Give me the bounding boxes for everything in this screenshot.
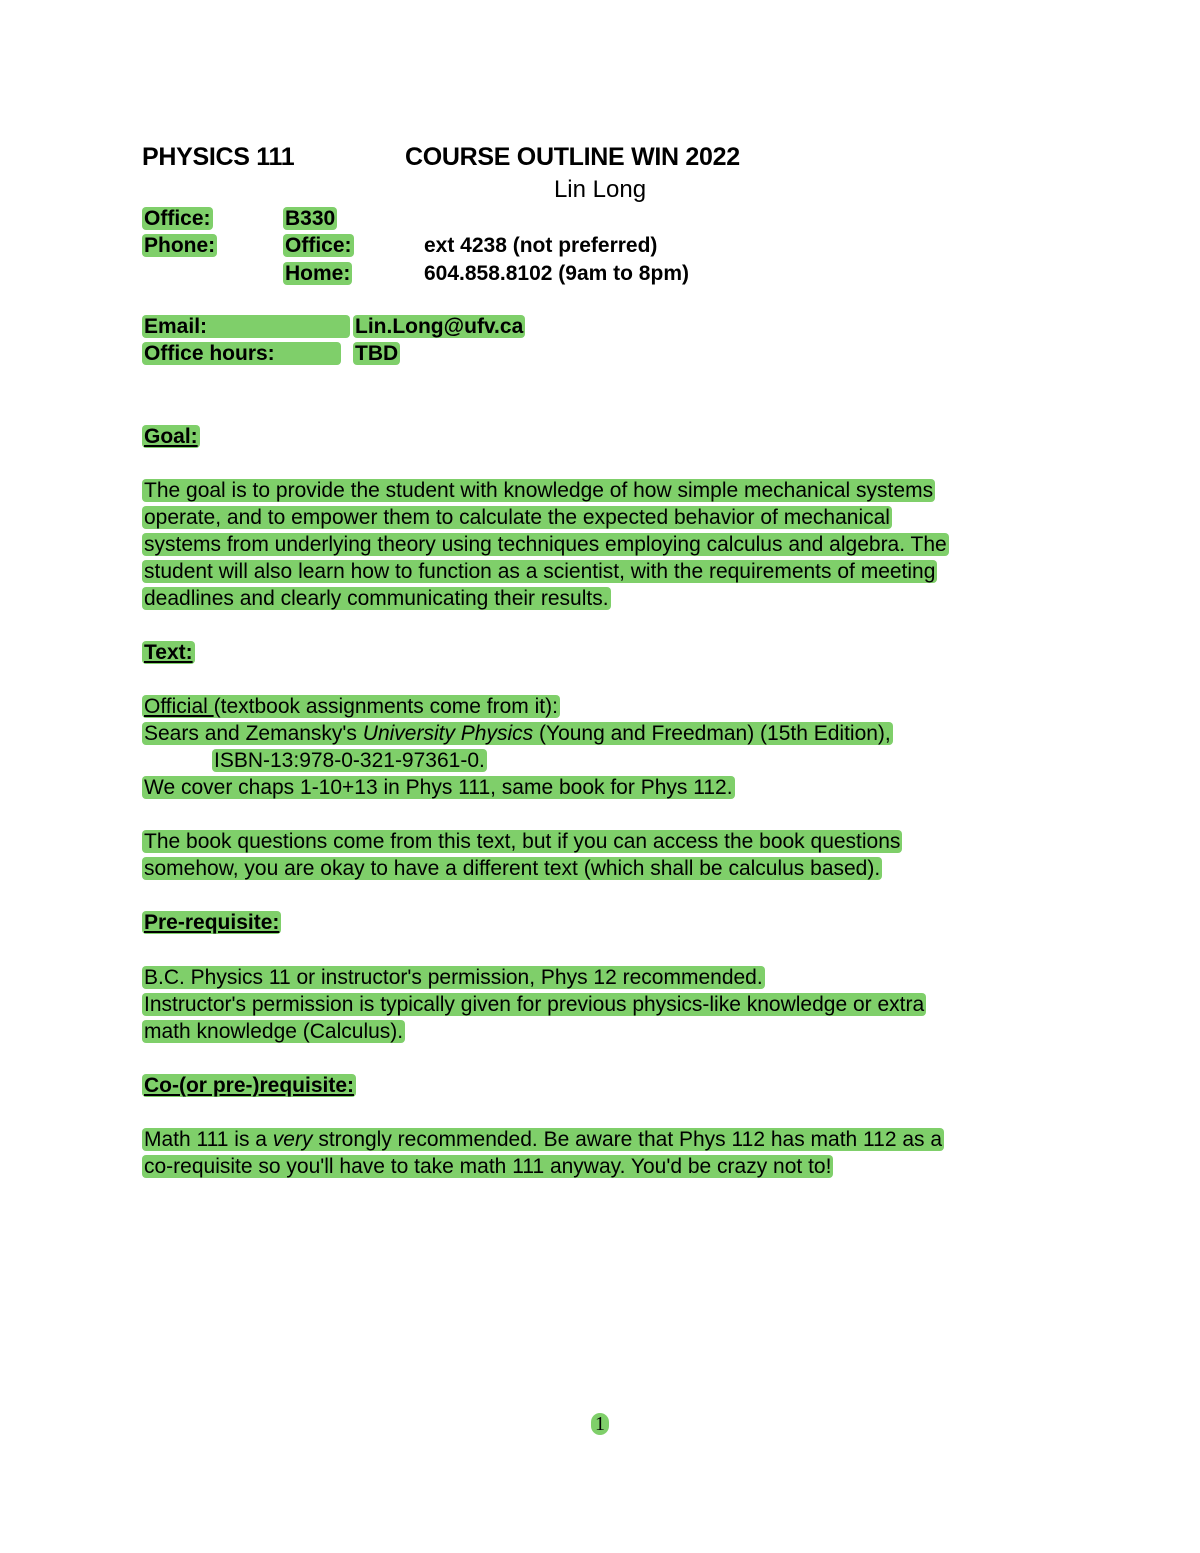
goal-paragraph xyxy=(142,477,1062,612)
prereq-line: math knowledge (Calculus). xyxy=(144,1020,404,1043)
text-note-line: somehow, you are okay to have a different text (which shall be calculus based). xyxy=(144,857,881,880)
prereq-line: B.C. Physics 11 or instructor's permission, Phys 12 recommended. xyxy=(144,966,763,989)
email-value[interactable]: Lin.Long@ufv.ca xyxy=(355,315,524,338)
phone-office-value: ext 4238 (not preferred) xyxy=(424,234,658,257)
office-label: Office: xyxy=(144,207,211,230)
goal-line: operate, and to empower them to calculate the expected behavior of mechanical xyxy=(144,506,890,529)
text-note-line: The book questions come from this text, but if you can access the book questions xyxy=(144,830,901,853)
coreq-paragraph xyxy=(142,1126,1062,1180)
official-note: (textbook assignments come from it): xyxy=(213,695,558,718)
document-title: COURSE OUTLINE WIN 2022 xyxy=(405,143,740,171)
goal-line: student will also learn how to function as a scientist, with the requirements of meeting xyxy=(144,560,936,583)
office-value: B330 xyxy=(285,207,336,230)
page-number: 1 xyxy=(591,1413,609,1435)
text-heading: Text: xyxy=(144,641,193,664)
book-details: (Young and Freedman) (15th Edition), xyxy=(533,722,891,745)
prereq-line: Instructor's permission is typically given for previous physics-like knowledge or extra xyxy=(144,993,925,1016)
phone-home-label: Home: xyxy=(285,262,351,285)
coreq-emphasis: very xyxy=(272,1128,313,1151)
office-hours-label: Office hours: xyxy=(142,342,341,365)
goal-line: deadlines and clearly communicating their results. xyxy=(144,587,609,610)
book-title: University Physics xyxy=(362,722,534,745)
chapters-covered: We cover chaps 1-10+13 in Phys 111, same book for Phys 112. xyxy=(144,776,733,799)
goal-heading: Goal: xyxy=(144,425,198,448)
coreq-line2: co-requisite so you'll have to take math 111 anyway. You'd be crazy not to! xyxy=(144,1155,832,1178)
goal-line: systems from underlying theory using techniques employing calculus and algebra. The xyxy=(144,533,947,556)
prereq-paragraph xyxy=(142,964,1062,1045)
office-hours-value: TBD xyxy=(355,342,399,365)
phone-office-label: Office: xyxy=(285,234,352,257)
email-label: Email: xyxy=(142,315,350,338)
coreq-line1-start: Math 111 is a xyxy=(144,1128,273,1151)
phone-label: Phone: xyxy=(144,234,216,257)
isbn: ISBN-13:978-0-321-97361-0. xyxy=(214,749,485,772)
official-label: Official xyxy=(144,695,214,718)
coreq-heading: Co-(or pre-)requisite: xyxy=(144,1074,354,1097)
goal-line: The goal is to provide the student with knowledge of how simple mechanical systems xyxy=(144,479,934,502)
prereq-heading: Pre-requisite: xyxy=(144,911,280,934)
coreq-line1-end: strongly recommended. Be aware that Phys 112 has math 112 as a xyxy=(312,1128,943,1151)
phone-home-value: 604.858.8102 (9am to 8pm) xyxy=(424,262,689,285)
instructor-name: Lin Long xyxy=(553,176,647,203)
text-section xyxy=(142,693,1062,882)
course-code: PHYSICS 111 xyxy=(142,143,295,171)
book-authors: Sears and Zemansky's xyxy=(144,722,363,745)
